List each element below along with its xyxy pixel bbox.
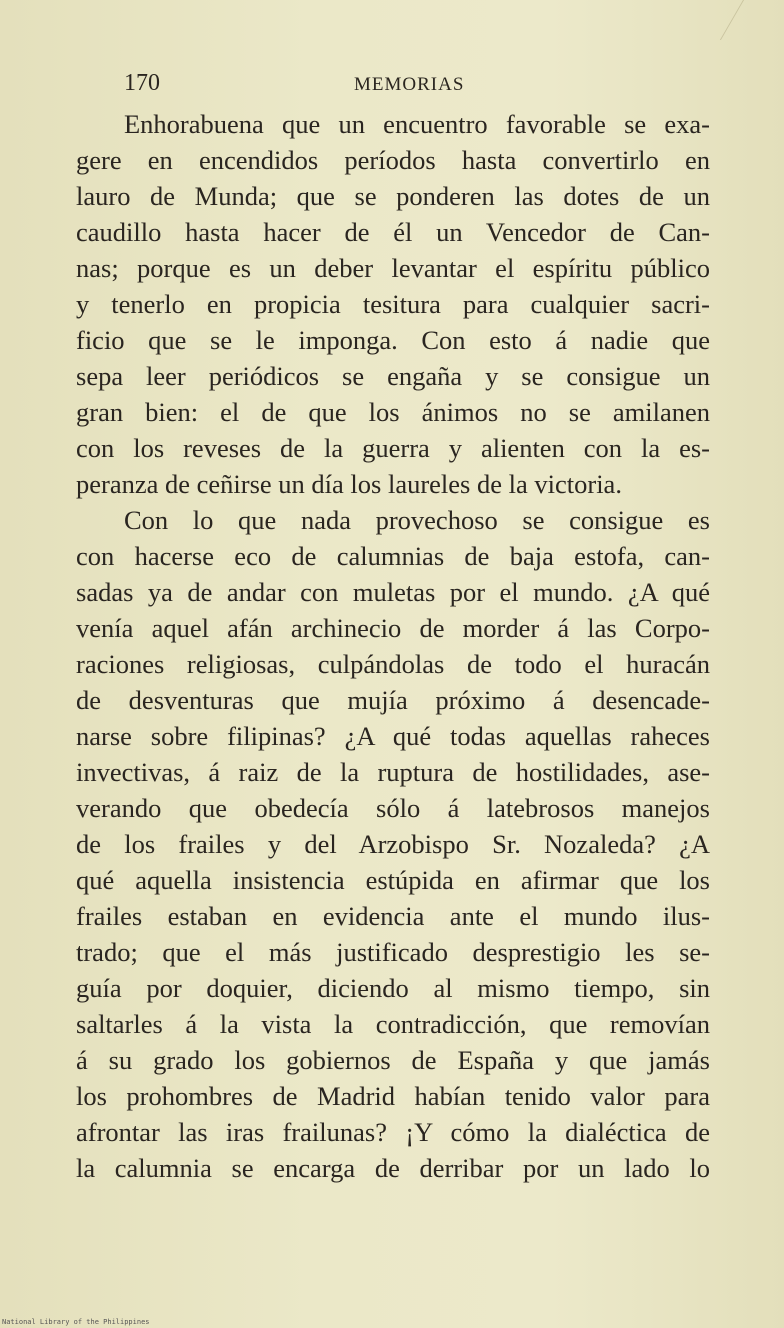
text-line: á su grado los gobiernos de España y que jamás — [76, 1045, 710, 1075]
text-line: caudillo hasta hacer de él un Vencedor de Can- — [76, 217, 710, 247]
running-head: MEMORIAS — [354, 74, 465, 95]
text-line: los prohombres de Madrid habían tenido valor para — [76, 1081, 710, 1111]
text-line: narse sobre filipinas? ¿A qué todas aquellas raheces — [76, 721, 710, 751]
text-line: Con lo que nada provechoso se consigue es — [124, 505, 710, 535]
text-line: saltarles á la vista la contradicción, que removían — [76, 1009, 710, 1039]
text-line: sadas ya de andar con muletas por el mundo. ¿A qué — [76, 577, 710, 607]
body-text — [76, 106, 710, 1186]
page-header — [124, 70, 724, 104]
text-line: con los reveses de la guerra y alienten con la es- — [76, 433, 710, 463]
text-line: raciones religiosas, culpándolas de todo el huracán — [76, 649, 710, 679]
text-line: Enhorabuena que un encuentro favorable se exa- — [124, 109, 710, 139]
text-line: verando que obedecía sólo á latebrosos manejos — [76, 793, 710, 823]
page-fold-mark — [720, 0, 784, 40]
text-line: qué aquella insistencia estúpida en afirmar que los — [76, 865, 710, 895]
text-line: frailes estaban en evidencia ante el mundo ilus- — [76, 901, 710, 931]
text-line: de desventuras que mujía próximo á desencade- — [76, 685, 710, 715]
text-line: trado; que el más justificado desprestigio les se- — [76, 937, 710, 967]
text-line: guía por doquier, diciendo al mismo tiempo, sin — [76, 973, 710, 1003]
text-line: ficio que se le imponga. Con esto á nadie que — [76, 325, 710, 355]
library-credit: National Library of the Philippines — [2, 1318, 150, 1326]
text-line: nas; porque es un deber levantar el espíritu público — [76, 253, 710, 283]
text-line: venía aquel afán archinecio de morder á las Corpo- — [76, 613, 710, 643]
text-line: y tenerlo en propicia tesitura para cualquier sacri- — [76, 289, 710, 319]
text-line: sepa leer periódicos se engaña y se consigue un — [76, 361, 710, 391]
text-line: gere en encendidos períodos hasta convertirlo en — [76, 145, 710, 175]
page-number: 170 — [124, 70, 160, 96]
text-line: gran bien: el de que los ánimos no se amilanen — [76, 397, 710, 427]
text-line: la calumnia se encarga de derribar por un lado lo — [76, 1153, 710, 1183]
text-line: lauro de Munda; que se ponderen las dotes de un — [76, 181, 710, 211]
text-line: con hacerse eco de calumnias de baja estofa, can- — [76, 541, 710, 571]
text-line: invectivas, á raiz de la ruptura de hostilidades, ase- — [76, 757, 710, 787]
text-line: afrontar las iras frailunas? ¡Y cómo la dialéctica de — [76, 1117, 710, 1147]
text-line: peranza de ceñirse un día los laureles de la victoria. — [76, 469, 622, 499]
text-line: de los frailes y del Arzobispo Sr. Nozaleda? ¿A — [76, 829, 710, 859]
